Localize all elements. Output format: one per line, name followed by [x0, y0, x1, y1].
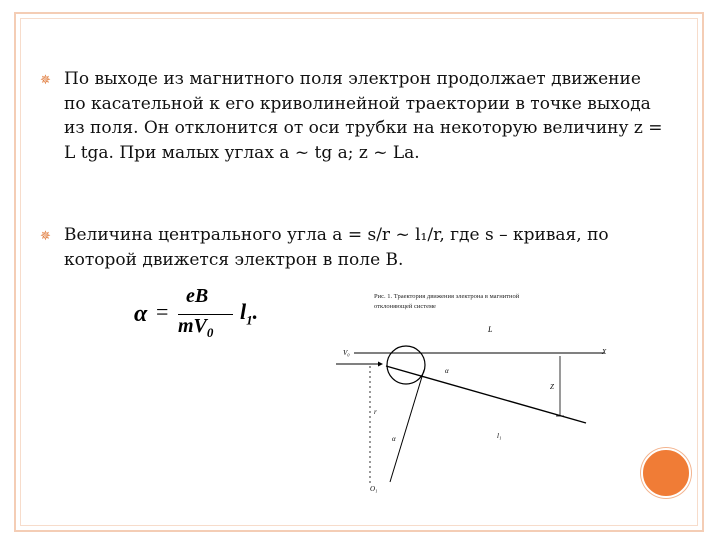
paragraph-1: По выходе из магнитного поля электрон продолжает движение по касательной к его криволинейной траектории в точке выхода из поля. Он отклонится от оси трубки на некоторую величину z = L tgа. При малых углах а ~ tg а; z ~ Lа. — [64, 69, 663, 163]
label-Z: Z — [550, 383, 554, 391]
label-r: r — [374, 408, 377, 416]
radius-line — [390, 370, 424, 482]
label-L: L — [488, 325, 493, 334]
figure-caption-line1: Рис. 1. Траектория движения электрона в магнитной — [374, 293, 520, 300]
label-V0: V₀ — [343, 349, 350, 357]
label-O1: O₁ — [370, 485, 378, 493]
formula-multiplier — [240, 299, 258, 328]
magnetic-field-circle — [387, 346, 425, 384]
formula-multiplier-base: l — [240, 299, 247, 324]
electron-path — [386, 366, 586, 423]
figure-caption-line2: отклоняющей системе — [374, 303, 436, 310]
formula-denominator — [178, 315, 213, 341]
formula-alpha: α — [134, 301, 148, 327]
formula-denominator-sub: 0 — [206, 325, 214, 340]
bullet-icon: ✵ — [40, 73, 51, 88]
formula-equals: = — [156, 299, 169, 324]
formula-numerator: eB — [186, 285, 209, 307]
formula-multiplier-sub: 1 — [246, 312, 253, 328]
paragraph-2: Величина центрального угла а = s/r ~ l₁/r, где s – кривая, по которой движется электрон в поле B. — [64, 225, 609, 270]
formula-denominator-base: mV — [178, 315, 207, 337]
label-alpha-top: α — [445, 367, 449, 375]
bullet-icon: ✵ — [40, 229, 51, 244]
label-alpha-bottom: α — [392, 435, 396, 443]
trajectory-diagram — [334, 286, 624, 496]
decorative-orange-circle — [641, 448, 691, 498]
formula-tail: . — [252, 299, 259, 324]
v0-arrowhead — [378, 362, 383, 367]
label-X: X — [602, 348, 607, 356]
deflection-formula — [134, 285, 264, 345]
label-l1: l₁ — [497, 432, 502, 440]
